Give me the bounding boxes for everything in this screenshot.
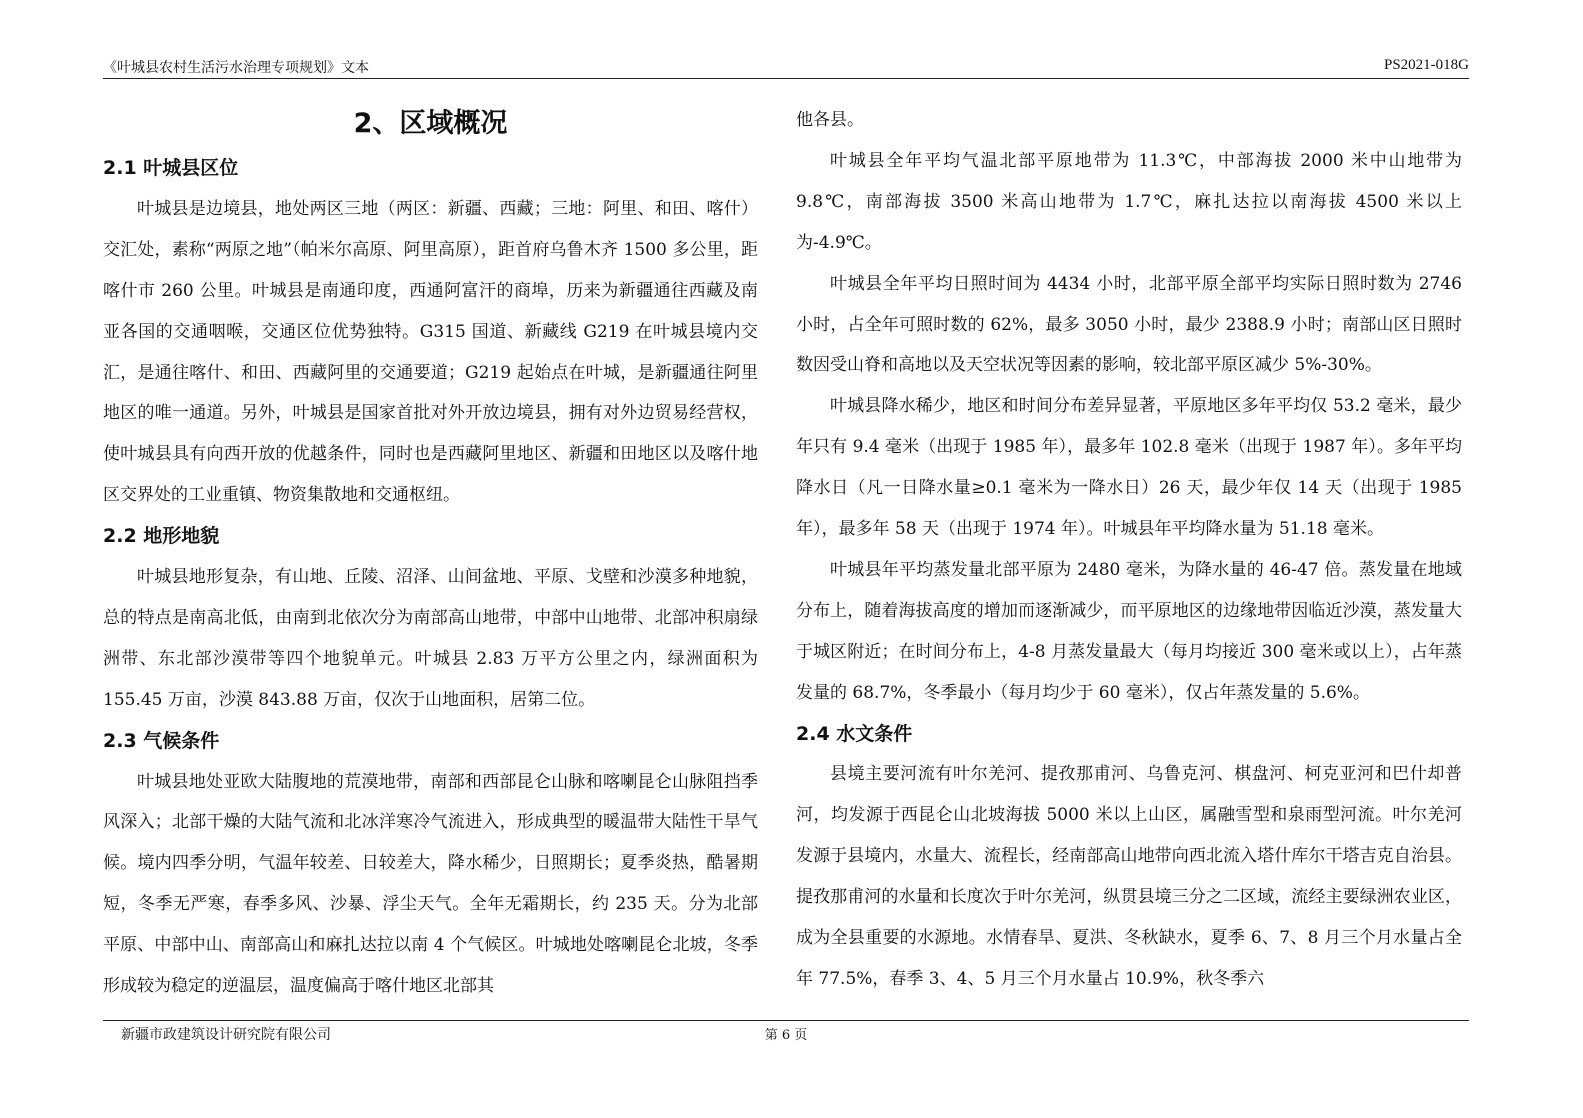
left-column xyxy=(103,100,758,1007)
chapter-title: 2、区域概况 xyxy=(353,108,508,139)
company-name: 新疆市政建筑设计研究院有限公司 xyxy=(121,1027,331,1043)
paragraph: 县境主要河流有叶尔羌河、提孜那甫河、乌鲁克河、棋盘河、柯克亚河和巴什却普河，均发源于西昆仑山北坡海拔 5000 米以上山区，属融雪型和泉雨型河流。叶尔羌河发源于县境内，水量大、流程长，经南部高山地带向西北流入塔什库尔干塔吉克自治县。提孜那甫河的水量和长度次于叶尔羌河，纵贯县境三分之二区域，流经主要绿洲农业区，成为全县重要的水源地。水情春旱、夏洪、冬秋缺水，夏季 6、7、8 月三个月水量占全年 77.5%，春季 3、4、5 月三个月水量占 10.9%，秋冬季六 xyxy=(796,764,1462,990)
right-column xyxy=(796,100,1462,1000)
paragraph: 叶城县全年平均日照时间为 4434 小时，北部平原全部平均实际日照时数为 2746 小时，占全年可照时数的 62%，最多 3050 小时，最少 2388.9 小时；南部山区日照时数因受山脊和高地以及天空状况等因素的影响，较北部平原区减少 5%-30%。 xyxy=(796,273,1462,376)
page-footer xyxy=(103,1020,1469,1043)
paragraph-continuation: 他各县。 xyxy=(796,110,864,130)
page-header xyxy=(103,56,1469,79)
section-heading-2-1: 2.1 叶城县区位 xyxy=(103,157,239,179)
page-number: 第 6 页 xyxy=(764,1028,808,1043)
section-heading-2-4: 2.4 水文条件 xyxy=(796,722,913,745)
paragraph: 叶城县地处亚欧大陆腹地的荒漠地带，南部和西部昆仑山脉和喀喇昆仑山脉阻挡季风深入；北部干燥的大陆气流和北冰洋寒冷气流进入，形成典型的暖温带大陆性干旱气候。境内四季分明，气温年较差、日较差大，降水稀少，日照期长；夏季炎热，酷暑期短，冬季无严寒，春季多风、沙暴、浮尘天气。全年无霜期长，约 235 天。分为北部平原、中部中山、南部高山和麻扎达拉以南 4 个气候区。叶城地处喀喇昆仑北坡，冬季形成较为稳定的逆温层，温度偏高于喀什地区北部其 xyxy=(103,771,758,997)
paragraph: 叶城县全年平均气温北部平原地带为 11.3℃，中部海拔 2000 米中山地带为 9.8℃，南部海拔 3500 米高山地带为 1.7℃，麻扎达拉以南海拔 4500 米以上为-4.9℃。 xyxy=(796,150,1462,253)
paragraph: 叶城县是边境县，地处两区三地（两区：新疆、西藏；三地：阿里、和田、喀什）交汇处，素称“两原之地”（帕米尔高原、阿里高原），距首府乌鲁木齐 1500 多公里，距喀什市 260 公里。叶城县是南通印度，西通阿富汗的商埠，历来为新疆通往西藏及南亚各国的交通咽喉，交通区位优势独特。G315 国道、新藏线 G219 在叶城县境内交汇，是通往喀什、和田、西藏阿里的交通要道；G219 起始点在叶城，是新疆通往阿里地区的唯一通道。另外，叶城县是国家首批对外开放边境县，拥有对外边贸易经营权，使叶城县具有向西开放的优越条件，同时也是西藏阿里地区、新疆和田地区以及喀什地区交界处的工业重镇、物资集散地和交通枢纽。 xyxy=(103,198,758,506)
document-code: PS2021-018G xyxy=(1383,57,1469,73)
paragraph: 叶城县降水稀少，地区和时间分布差异显著，平原地区多年平均仅 53.2 毫米，最少年只有 9.4 毫米（出现于 1985 年），最多年 102.8 毫米（出现于 1987 年）。多年平均降水日（凡一日降水量≥0.1 毫米为一降水日）26 天，最少年仅 14 天（出现于 1985 年），最多年 58 天（出现于 1974 年）。叶城县年平均降水量为 51.18 毫米。 xyxy=(796,396,1462,540)
paragraph: 叶城县年平均蒸发量北部平原为 2480 毫米，为降水量的 46-47 倍。蒸发量在地域分布上，随着海拔高度的增加而逐渐减少，而平原地区的边缘地带因临近沙漠，蒸发量大于城区附近；在时间分布上，4-8 月蒸发量最大（每月均接近 300 毫米或以上），占年蒸发量的 68.7%，冬季最小（每月均少于 60 毫米），仅占年蒸发量的 5.6%。 xyxy=(796,559,1462,703)
paragraph: 叶城县地形复杂，有山地、丘陵、沼泽、山间盆地、平原、戈壁和沙漠多种地貌，总的特点是南高北低，由南到北依次分为南部高山地带，中部中山地带、北部冲积扇绿洲带、东北部沙漠带等四个地貌单元。叶城县 2.83 万平方公里之内，绿洲面积为 155.45 万亩，沙漠 843.88 万亩，仅次于山地面积，居第二位。 xyxy=(103,567,758,710)
section-heading-2-3: 2.3 气候条件 xyxy=(103,729,220,752)
section-heading-2-2: 2.2 地形地貌 xyxy=(103,525,220,548)
document-title: 《叶城县农村生活污水治理专项规划》文本 xyxy=(103,60,369,76)
